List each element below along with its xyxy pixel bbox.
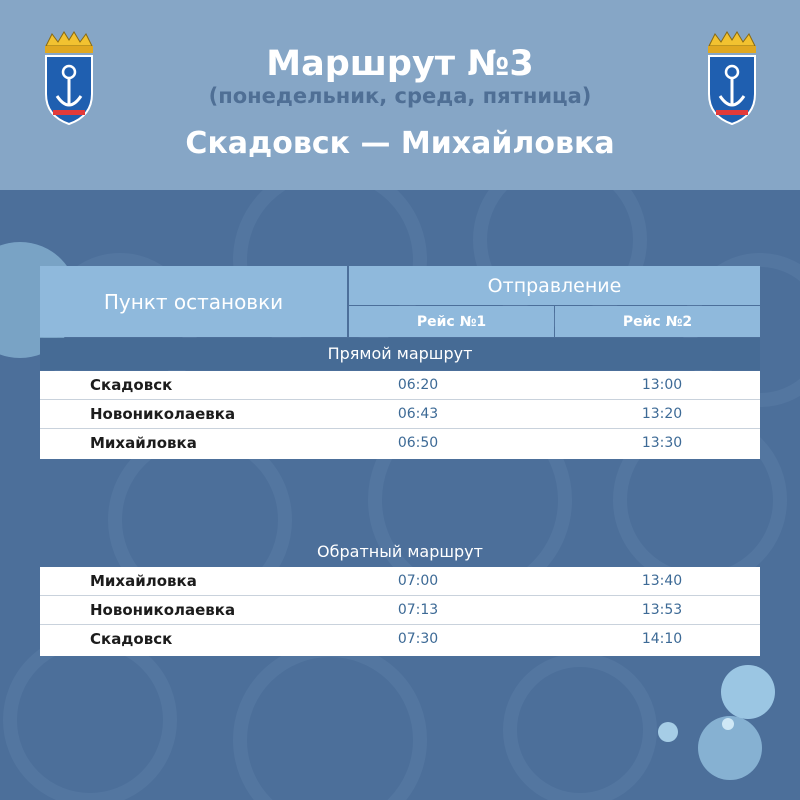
table-row [40, 429, 760, 458]
trip-2-time: 13:30 [641, 435, 683, 451]
section-label-return: Обратный маршрут [317, 542, 483, 561]
column-header-departure: Отправление [349, 266, 760, 305]
table-return [40, 567, 760, 656]
stop-name: Новониколаевка [90, 601, 236, 619]
trip-1-time: 06:50 [397, 435, 439, 451]
stop-name: Михайловка [90, 572, 197, 590]
table-row [40, 400, 760, 429]
table-row [40, 596, 760, 625]
table-forward [40, 371, 760, 459]
trip-1-time: 06:20 [397, 377, 439, 393]
trip-2-time: 13:00 [641, 377, 683, 393]
trip-2-time: 13:53 [641, 602, 683, 618]
stop-name: Скадовск [90, 630, 173, 648]
header-band [0, 0, 800, 190]
section-label-forward: Прямой маршрут [40, 338, 760, 370]
route-name: Скадовск — Михайловка [185, 126, 615, 161]
route-title: Маршрут №3 [266, 44, 534, 84]
trip-1-time: 07:00 [397, 573, 439, 589]
trip-1-time: 06:43 [397, 406, 439, 422]
column-header-stop: Пункт остановки [40, 266, 347, 337]
bubble-tiny [722, 718, 734, 730]
stop-name: Новониколаевка [90, 405, 236, 423]
bubble-large [721, 665, 775, 719]
route-days: (понедельник, среда, пятница) [208, 84, 592, 108]
stop-name: Скадовск [90, 376, 173, 394]
trip-1-time: 07:13 [397, 602, 439, 618]
trip-2-time: 13:20 [641, 406, 683, 422]
bubble-small [658, 722, 678, 742]
table-row [40, 567, 760, 596]
stop-name: Михайловка [90, 434, 197, 452]
column-header-trip-1: Рейс №1 [349, 306, 554, 337]
column-header-trip-2: Рейс №2 [555, 306, 760, 337]
table-row [40, 625, 760, 654]
trip-2-time: 14:10 [641, 631, 683, 647]
table-row [40, 371, 760, 400]
trip-2-time: 13:40 [641, 573, 683, 589]
trip-1-time: 07:30 [397, 631, 439, 647]
